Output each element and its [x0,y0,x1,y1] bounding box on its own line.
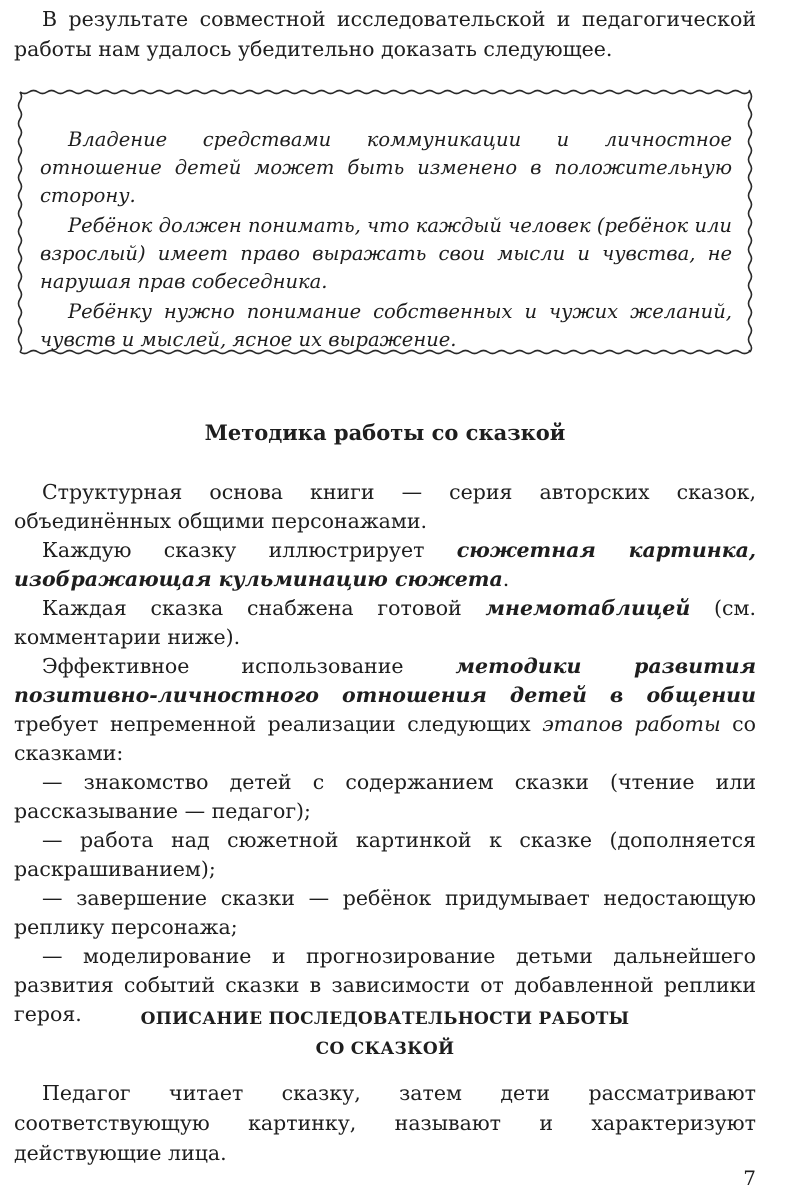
body-paragraph: Структурная основа книги — серия авторских сказок, объединённых общими персонажами. [14,480,756,533]
text-run: (см. комментарии ниже). [14,596,756,649]
border-edge [19,92,22,352]
text-run: Эффективное использование [42,654,456,678]
subsection-title-line: ОПИСАНИЕ ПОСЛЕДОВАТЕЛЬНОСТИ РАБОТЫ [140,1009,630,1029]
border-edge [749,92,752,352]
box-paragraph: Ребёнок должен понимать, что каждый человек (ребёнок или взрослый) имеет право выражать свои мысли и чувства, не нарушая прав собеседника. [40,214,732,293]
section-title: Методика работы со сказкой [204,420,566,445]
border-edge [20,91,750,94]
box-text [40,126,732,356]
emphasis-text: мнемотаблицей [485,596,691,620]
page-number: 7 [743,1166,756,1190]
subsection-title-line: СО СКАЗКОЙ [315,1039,455,1059]
step-item: — знакомство детей с содержанием сказки (чтение или рассказывание — педагог); [14,770,756,823]
body-paragraph [14,536,756,594]
text-run: со сказками: [14,712,756,765]
step-item: — моделирование и прогнозирование детьми дальнейшего развития событий сказки в зависимости от добавленной реплики героя. [14,944,756,1026]
step-item: — работа над сюжетной картинкой к сказке (дополняется раскрашиванием); [14,828,756,881]
subsection-paragraph: Педагог читает сказку, затем дети рассматривают соответствующую картинку, называют и характеризуют действующие лица. [14,1081,756,1165]
box-paragraph: Ребёнку нужно понимание собственных и чужих желаний, чувств и мыслей, ясное их выражение. [40,300,732,351]
text-run: требует непременной реализации следующих [14,712,543,736]
body-paragraph [14,652,756,768]
emphasis-text: методики развития позитивно-личностного отношения детей в общении [14,654,757,707]
text-run: . [502,567,510,591]
text-run: Каждая сказка снабжена готовой [42,596,486,620]
step-item: — завершение сказки — ребёнок придумывает недостающую реплику персонажа; [14,886,756,939]
highlighted-box [14,86,756,358]
text-run: Каждую сказку иллюстрирует [42,538,457,562]
body-paragraph [14,594,756,652]
intro-paragraph: В результате совместной исследовательской и педагогической работы нам удалось убедительно доказать следующее. [14,7,756,61]
box-paragraph: Владение средствами коммуникации и личностное отношение детей может быть изменено в положительную сторону. [40,128,732,207]
subsection-title [14,1004,756,1064]
emphasis-text: сюжетная картинка, изображающая кульминацию сюжета [14,538,756,591]
italic-text: этапов работы [542,712,721,736]
section-body [14,478,756,1029]
